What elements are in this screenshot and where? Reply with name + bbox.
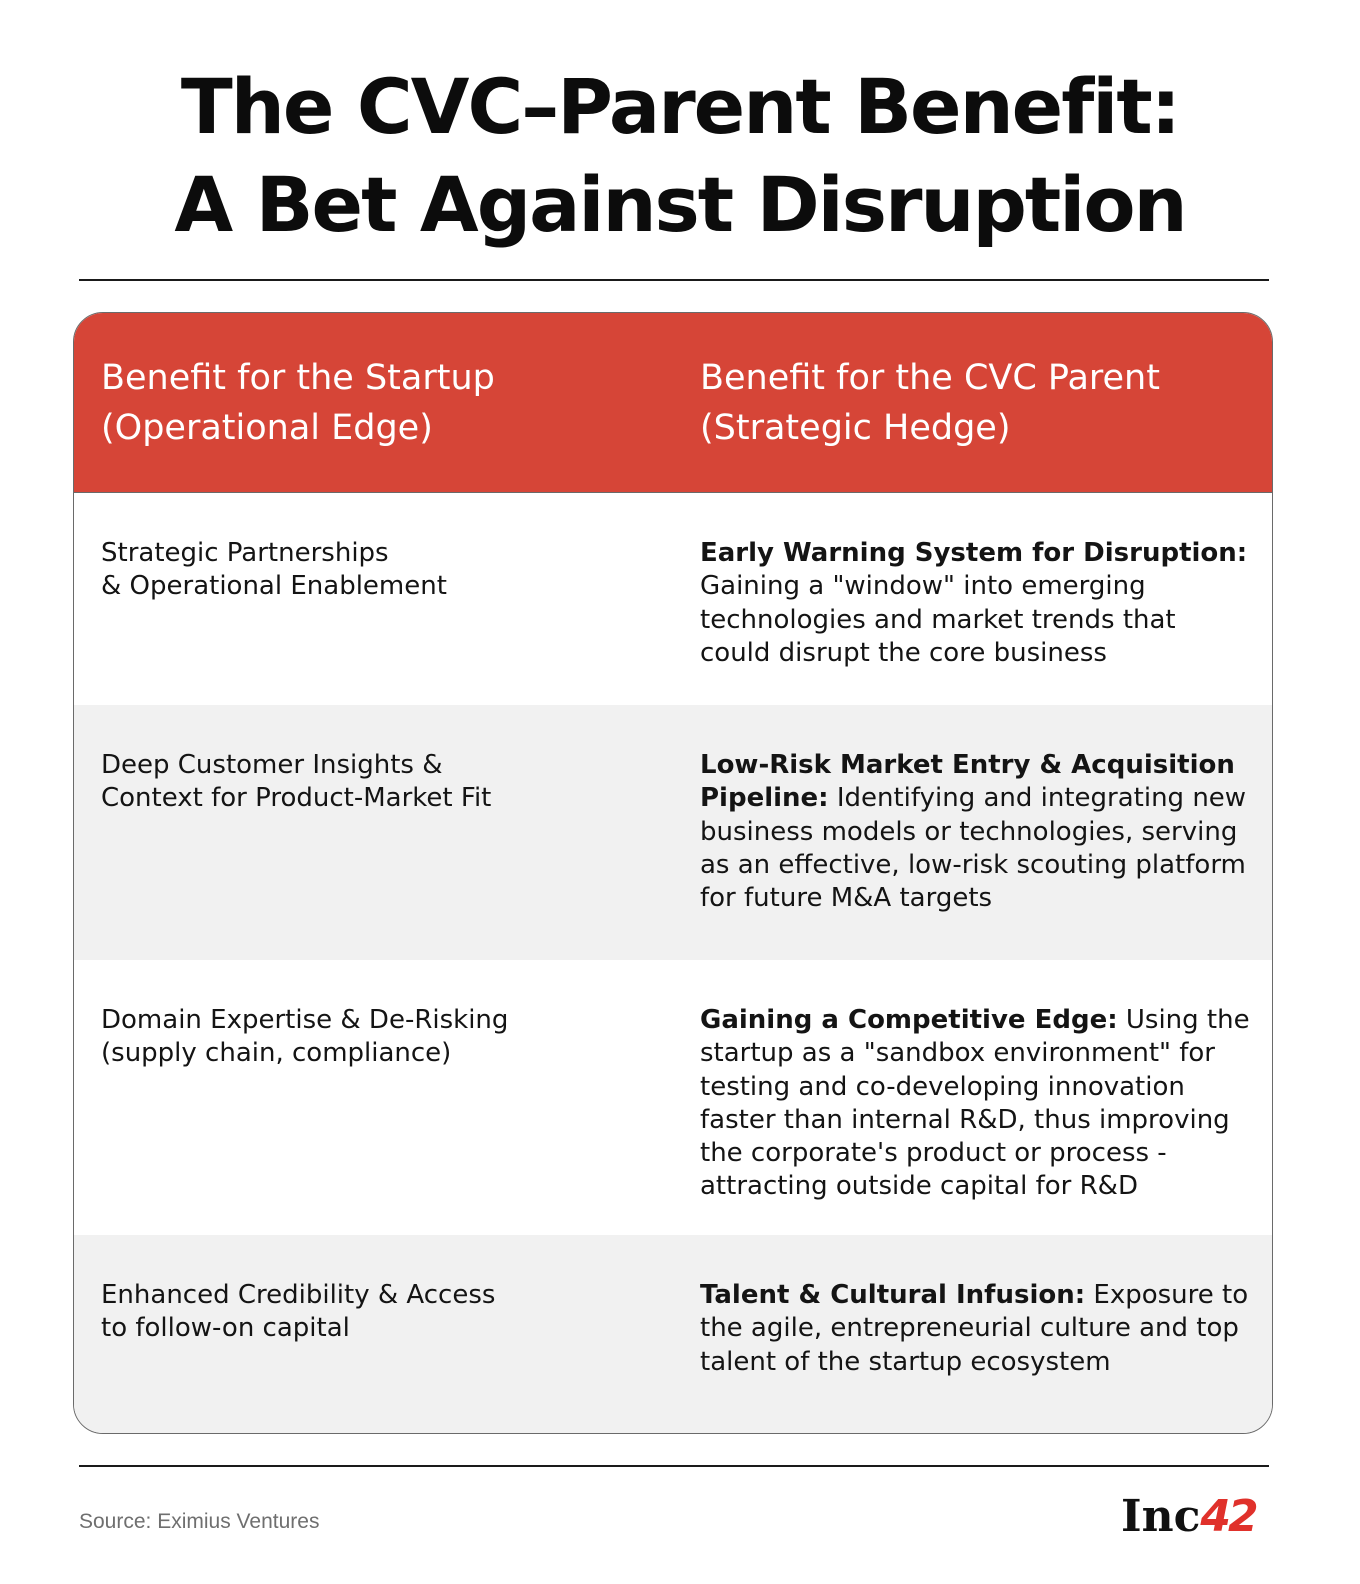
header-cvc-parent — [700, 353, 1260, 453]
header-startup-line-1: Benefit for the Startup — [101, 358, 495, 398]
cell-line: to follow-on capital — [101, 1313, 350, 1344]
cell-bold-heading: Low-Risk Market Entry & Acquisition — [700, 750, 1235, 780]
cell-text: Using the — [1117, 1005, 1250, 1035]
table-header — [74, 313, 1272, 493]
bottom-divider — [79, 1465, 1269, 1467]
cell-bold-heading: Pipeline: — [700, 783, 829, 814]
benefits-table — [73, 312, 1273, 1434]
cell-line: Domain Expertise & De-Risking — [101, 1005, 509, 1035]
cvc-benefit-cell — [700, 749, 1270, 915]
startup-benefit-cell — [101, 749, 581, 816]
table-row — [74, 1235, 1272, 1434]
top-divider — [79, 279, 1269, 281]
cell-line: Gaining a "window" into emerging — [700, 571, 1146, 602]
cell-line: & Operational Enablement — [101, 571, 447, 602]
cell-bold-heading: Early Warning System for Disruption: — [700, 538, 1248, 568]
cvc-benefit-cell — [700, 1279, 1270, 1379]
source-credit: Source: Eximius Ventures — [79, 1510, 320, 1533]
cell-line: Context for Product-Market Fit — [101, 783, 492, 814]
title-line-1: The CVC–Parent Benefit: — [180, 62, 1180, 151]
cell-line: business models or technologies, serving — [700, 816, 1238, 847]
cell-text: Exposure to — [1085, 1280, 1249, 1310]
cell-line: the corporate's product or process - — [700, 1138, 1167, 1169]
cell-line: technologies and market trends that — [700, 604, 1176, 635]
logo-number: 42 — [1200, 1491, 1256, 1542]
cell-line: for future M&A targets — [700, 883, 993, 914]
startup-benefit-cell — [101, 1004, 581, 1071]
cell-text: Identifying and integrating new — [828, 783, 1247, 814]
inc42-logo — [1121, 1492, 1271, 1542]
cell-line: (supply chain, compliance) — [101, 1038, 452, 1069]
cell-line: faster than internal R&D, thus improving — [700, 1104, 1230, 1135]
cell-line: could disrupt the core business — [700, 637, 1107, 668]
cell-line: Deep Customer Insights & — [101, 750, 443, 780]
header-cvc-line-2: (Strategic Hedge) — [700, 408, 1011, 448]
cell-line: Enhanced Credibility & Access — [101, 1280, 496, 1310]
cvc-benefit-cell — [700, 537, 1270, 670]
startup-benefit-cell — [101, 1279, 581, 1346]
cell-line: as an effective, low-risk scouting platform — [700, 849, 1246, 880]
cell-line: the agile, entrepreneurial culture and top — [700, 1313, 1239, 1344]
cell-line: Strategic Partnerships — [101, 538, 389, 568]
page-title — [0, 58, 1360, 254]
table-row — [74, 705, 1272, 960]
table-row — [74, 960, 1272, 1235]
header-startup — [101, 353, 661, 453]
cell-line: startup as a "sandbox environment" for — [700, 1038, 1215, 1069]
header-startup-line-2: (Operational Edge) — [101, 408, 433, 448]
logo-text: Inc — [1121, 1491, 1201, 1542]
cell-line: attracting outside capital for R&D — [700, 1171, 1138, 1202]
table-row — [74, 493, 1272, 705]
cell-bold-heading: Gaining a Competitive Edge: — [700, 1005, 1118, 1035]
cell-bold-heading: Talent & Cultural Infusion: — [700, 1280, 1086, 1310]
cvc-benefit-cell — [700, 1004, 1270, 1204]
cell-line: testing and co-developing innovation — [700, 1071, 1185, 1102]
header-cvc-line-1: Benefit for the CVC Parent — [700, 358, 1160, 398]
cell-line: talent of the startup ecosystem — [700, 1346, 1111, 1377]
startup-benefit-cell — [101, 537, 581, 604]
title-line-2: A Bet Against Disruption — [174, 160, 1186, 249]
